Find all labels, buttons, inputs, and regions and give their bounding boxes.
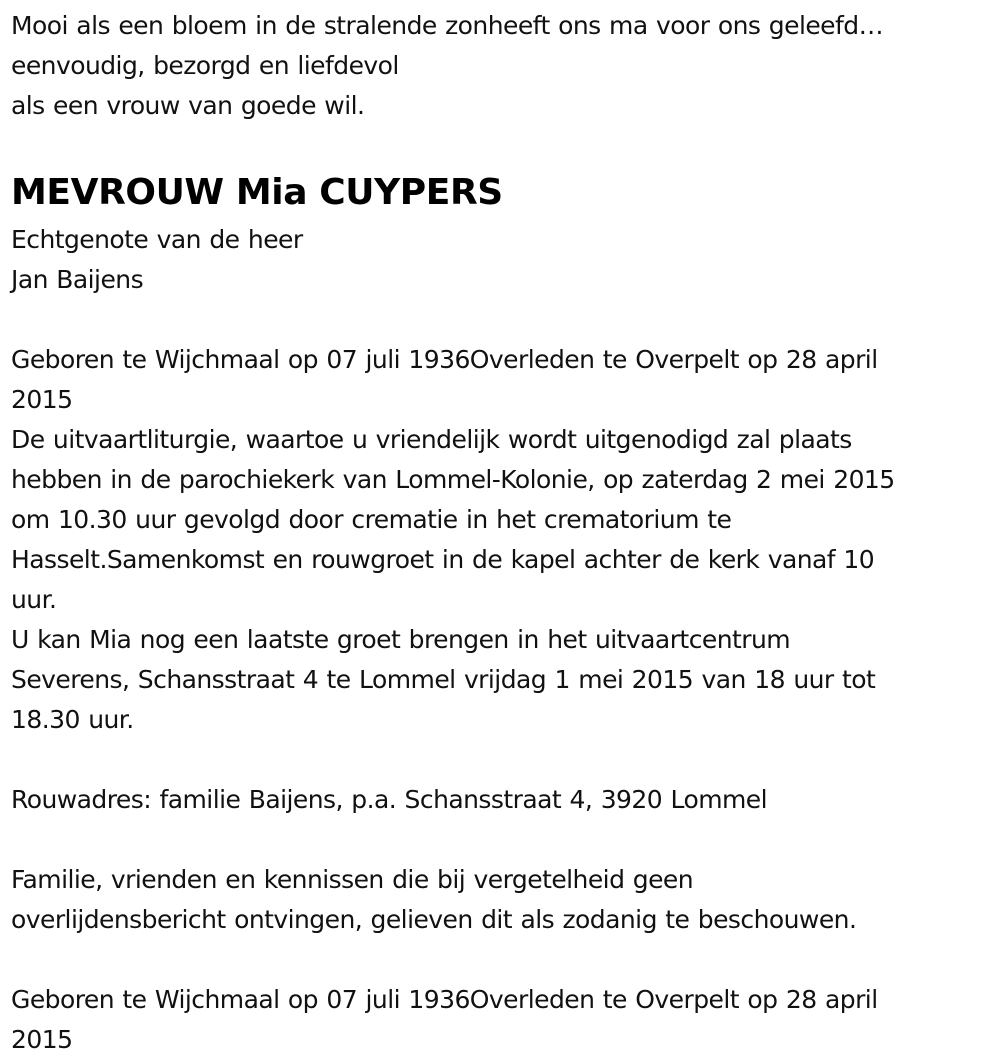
funeral-line: Hasselt.Samenkomst en rouwgroet in de kapel achter de kerk vanaf 10: [11, 545, 875, 574]
relation-line: Jan Baijens: [11, 265, 144, 294]
notice-line: overlijdensbericht ontvingen, gelieven dit als zodanig te beschouwen.: [11, 905, 857, 934]
farewell-block: [11, 620, 991, 740]
birth-death-line: 2015: [11, 385, 73, 414]
spacer: [11, 300, 991, 340]
obituary-text: [11, 0, 991, 1060]
funeral-line: De uitvaartliturgie, waartoe u vriendelijk wordt uitgenodigd zal plaats: [11, 425, 852, 454]
birth-death-block: [11, 340, 991, 420]
funeral-line: hebben in de parochiekerk van Lommel-Kolonie, op zaterdag 2 mei 2015: [11, 465, 895, 494]
spacer: [11, 820, 991, 860]
notice-block: [11, 860, 991, 940]
farewell-line: Severens, Schansstraat 4 te Lommel vrijdag 1 mei 2015 van 18 uur tot: [11, 665, 876, 694]
notice-line: Familie, vrienden en kennissen die bij vergetelheid geen: [11, 865, 694, 894]
spacer: [11, 940, 991, 980]
birth-death-repeat-block: [11, 980, 991, 1060]
relation-block: [11, 220, 991, 300]
spacer: [11, 740, 991, 780]
funeral-line: om 10.30 uur gevolgd door crematie in het crematorium te: [11, 505, 732, 534]
farewell-line: 18.30 uur.: [11, 705, 134, 734]
poem-line: als een vrouw van goede wil.: [11, 91, 365, 120]
birth-death-line: 2015: [11, 1025, 73, 1054]
poem-block: [11, 6, 991, 126]
poem-line: Mooi als een bloem in de stralende zonheeft ons ma voor ons geleefd…: [11, 11, 884, 40]
deceased-name: MEVROUW Mia CUYPERS: [11, 172, 503, 213]
birth-death-line: Geboren te Wijchmaal op 07 juli 1936Overleden te Overpelt op 28 april: [11, 985, 878, 1014]
poem-line: eenvoudig, bezorgd en liefdevol: [11, 51, 399, 80]
funeral-line: uur.: [11, 585, 57, 614]
mourning-address: Rouwadres: familie Baijens, p.a. Schansstraat 4, 3920 Lommel: [11, 785, 768, 814]
farewell-line: U kan Mia nog een laatste groet brengen in het uitvaartcentrum: [11, 625, 791, 654]
funeral-block: [11, 420, 991, 620]
birth-death-line: Geboren te Wijchmaal op 07 juli 1936Overleden te Overpelt op 28 april: [11, 345, 878, 374]
relation-line: Echtgenote van de heer: [11, 225, 303, 254]
